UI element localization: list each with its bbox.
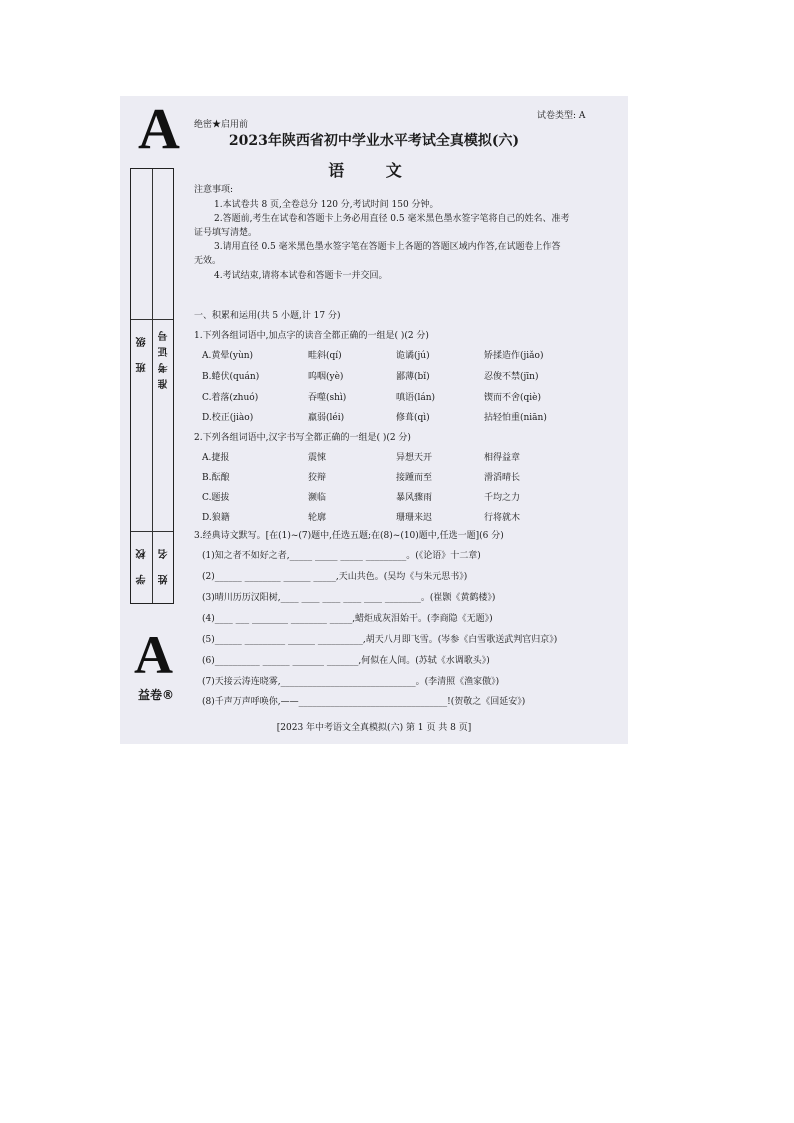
- exam-title: 2023年陕西省初中学业水平考试全真模拟(六): [228, 133, 520, 149]
- q2-option-c-3: 暴风骤雨: [396, 493, 433, 503]
- q2-option-a-2: 震悚: [308, 453, 327, 463]
- notice-item: 2.答题前,考生在试卷和答题卡上务必用直径 0.5 毫米黑色墨水签字笔将自己的姓名、准考: [214, 214, 570, 224]
- q1-option-a-3: 诡谲(jú): [396, 351, 430, 361]
- q3-line-5: (5)______ _________ ______ __________,胡天八月即飞雪。(岑参《白雪歌送武判官归京》): [202, 635, 558, 645]
- q1-option-a-2: 畦斜(qí): [308, 351, 342, 361]
- q1-option-b-3: 鄙薄(bǐ): [396, 372, 430, 382]
- q1-option-d-1: D.校正(jiào): [202, 413, 254, 423]
- notice-heading: 注意事项:: [194, 185, 234, 195]
- question-1-stem: 1.下列各组词语中,加点字的读音全都正确的一组是( )(2 分): [194, 331, 429, 341]
- exam-number-label: 准考证号: [159, 325, 170, 389]
- confidential-label: 绝密★启用前: [194, 120, 249, 130]
- paper-type-label: 试卷类型: A: [537, 111, 586, 121]
- q3-line-4: (4)____ ___ ________ ________ _____,蜡炬成灰泪始干。(李商隐《无题》): [202, 614, 493, 624]
- class-label: 班 级: [137, 331, 148, 373]
- notice-item: 无效。: [194, 256, 222, 266]
- subject-title: 语 文: [328, 161, 420, 180]
- binding-margin-box: [130, 168, 174, 604]
- q1-option-b-2: 呜咽(yè): [308, 372, 344, 382]
- q1-option-d-4: 拈轻怕重(niān): [484, 413, 547, 423]
- q3-line-6: (6)__________ ______ _______ _______,何似在人间。(苏轼《水调歌头》): [202, 656, 490, 666]
- q2-option-a-4: 相得益章: [484, 453, 521, 463]
- brand-logo-letter: A: [138, 96, 180, 161]
- name-label: 姓 名: [159, 543, 170, 585]
- notice-item: 3.请用直径 0.5 毫米黑色墨水签字笔在答题卡上各题的答题区域内作答,在试题卷上作答: [214, 242, 561, 252]
- q2-option-d-2: 轮廓: [308, 513, 327, 523]
- notice-item: 4.考试结束,请将本试卷和答题卡一并交回。: [214, 271, 388, 281]
- q1-option-c-4: 锲而不舍(qiè): [484, 393, 541, 403]
- section-heading: 一、积累和运用(共 5 小题,计 17 分): [194, 311, 341, 321]
- brand-name: 益卷®: [138, 688, 175, 702]
- q2-option-a-3: 异想天开: [396, 453, 433, 463]
- q2-option-d-3: 珊珊来迟: [396, 513, 433, 523]
- q2-option-c-4: 千均之力: [484, 493, 521, 503]
- notice-item: 证号填写清楚。: [194, 228, 258, 238]
- q2-option-b-4: 滑滔晴长: [484, 473, 521, 483]
- q3-line-1: (1)知之者不如好之者,_____ _____ _____ _________。(《论语》十二章): [202, 551, 481, 561]
- school-label: 学 校: [137, 543, 148, 585]
- q1-option-c-3: 嗔语(lán): [396, 393, 436, 403]
- brand-logo-letter-bottom: A: [134, 625, 173, 685]
- q1-option-c-1: C.着落(zhuó): [202, 393, 259, 403]
- q3-line-8: (8)千声万声呼唤你,——_________________________________!(贺敬之《回延安》): [202, 697, 526, 707]
- q1-option-d-3: 修葺(qì): [396, 413, 430, 423]
- q1-option-c-2: 吞噬(shì): [308, 393, 347, 403]
- q1-option-b-4: 忍俊不禁(jīn): [484, 372, 539, 382]
- page-footer: [2023 年中考语文全真模拟(六) 第 1 页 共 8 页]: [276, 723, 472, 733]
- exam-page-photo: [120, 96, 628, 744]
- q2-option-d-1: D.狼籍: [202, 513, 230, 523]
- q3-line-3: (3)晴川历历汉阳树,____ ____ ____ ____ ____ ________。(崔颢《黄鹤楼》): [202, 593, 496, 603]
- q2-option-d-4: 行将就木: [484, 513, 521, 523]
- q1-option-a-4: 矫揉造作(jiǎo): [484, 351, 544, 361]
- question-3-stem: 3.经典诗文默写。[在(1)~(7)题中,任选五题;在(8)~(10)题中,任选一题](6 分): [194, 531, 504, 541]
- notice-item: 1.本试卷共 8 页,全卷总分 120 分,考试时间 150 分钟。: [214, 200, 439, 210]
- q1-option-d-2: 羸弱(léi): [308, 413, 345, 423]
- q2-option-a-1: A.捷报: [202, 453, 230, 463]
- q3-line-2: (2)______ ________ ______ _____,天山共色。(吴均《与朱元思书》): [202, 572, 468, 582]
- q3-line-7: (7)天接云涛连晓雾,______________________________。(李清照《渔家傲》): [202, 677, 500, 687]
- q2-option-b-3: 接踵而至: [396, 473, 433, 483]
- q2-option-c-2: 濒临: [308, 493, 327, 503]
- q2-option-c-1: C.题拔: [202, 493, 230, 503]
- q2-option-b-1: B.酝酿: [202, 473, 230, 483]
- question-2-stem: 2.下列各组词语中,汉字书写全都正确的一组是( )(2 分): [194, 433, 411, 443]
- q1-option-b-1: B.蜷伏(quán): [202, 372, 260, 382]
- q1-option-a-1: A.黄晕(yùn): [202, 351, 254, 361]
- q2-option-b-2: 狡辩: [308, 473, 327, 483]
